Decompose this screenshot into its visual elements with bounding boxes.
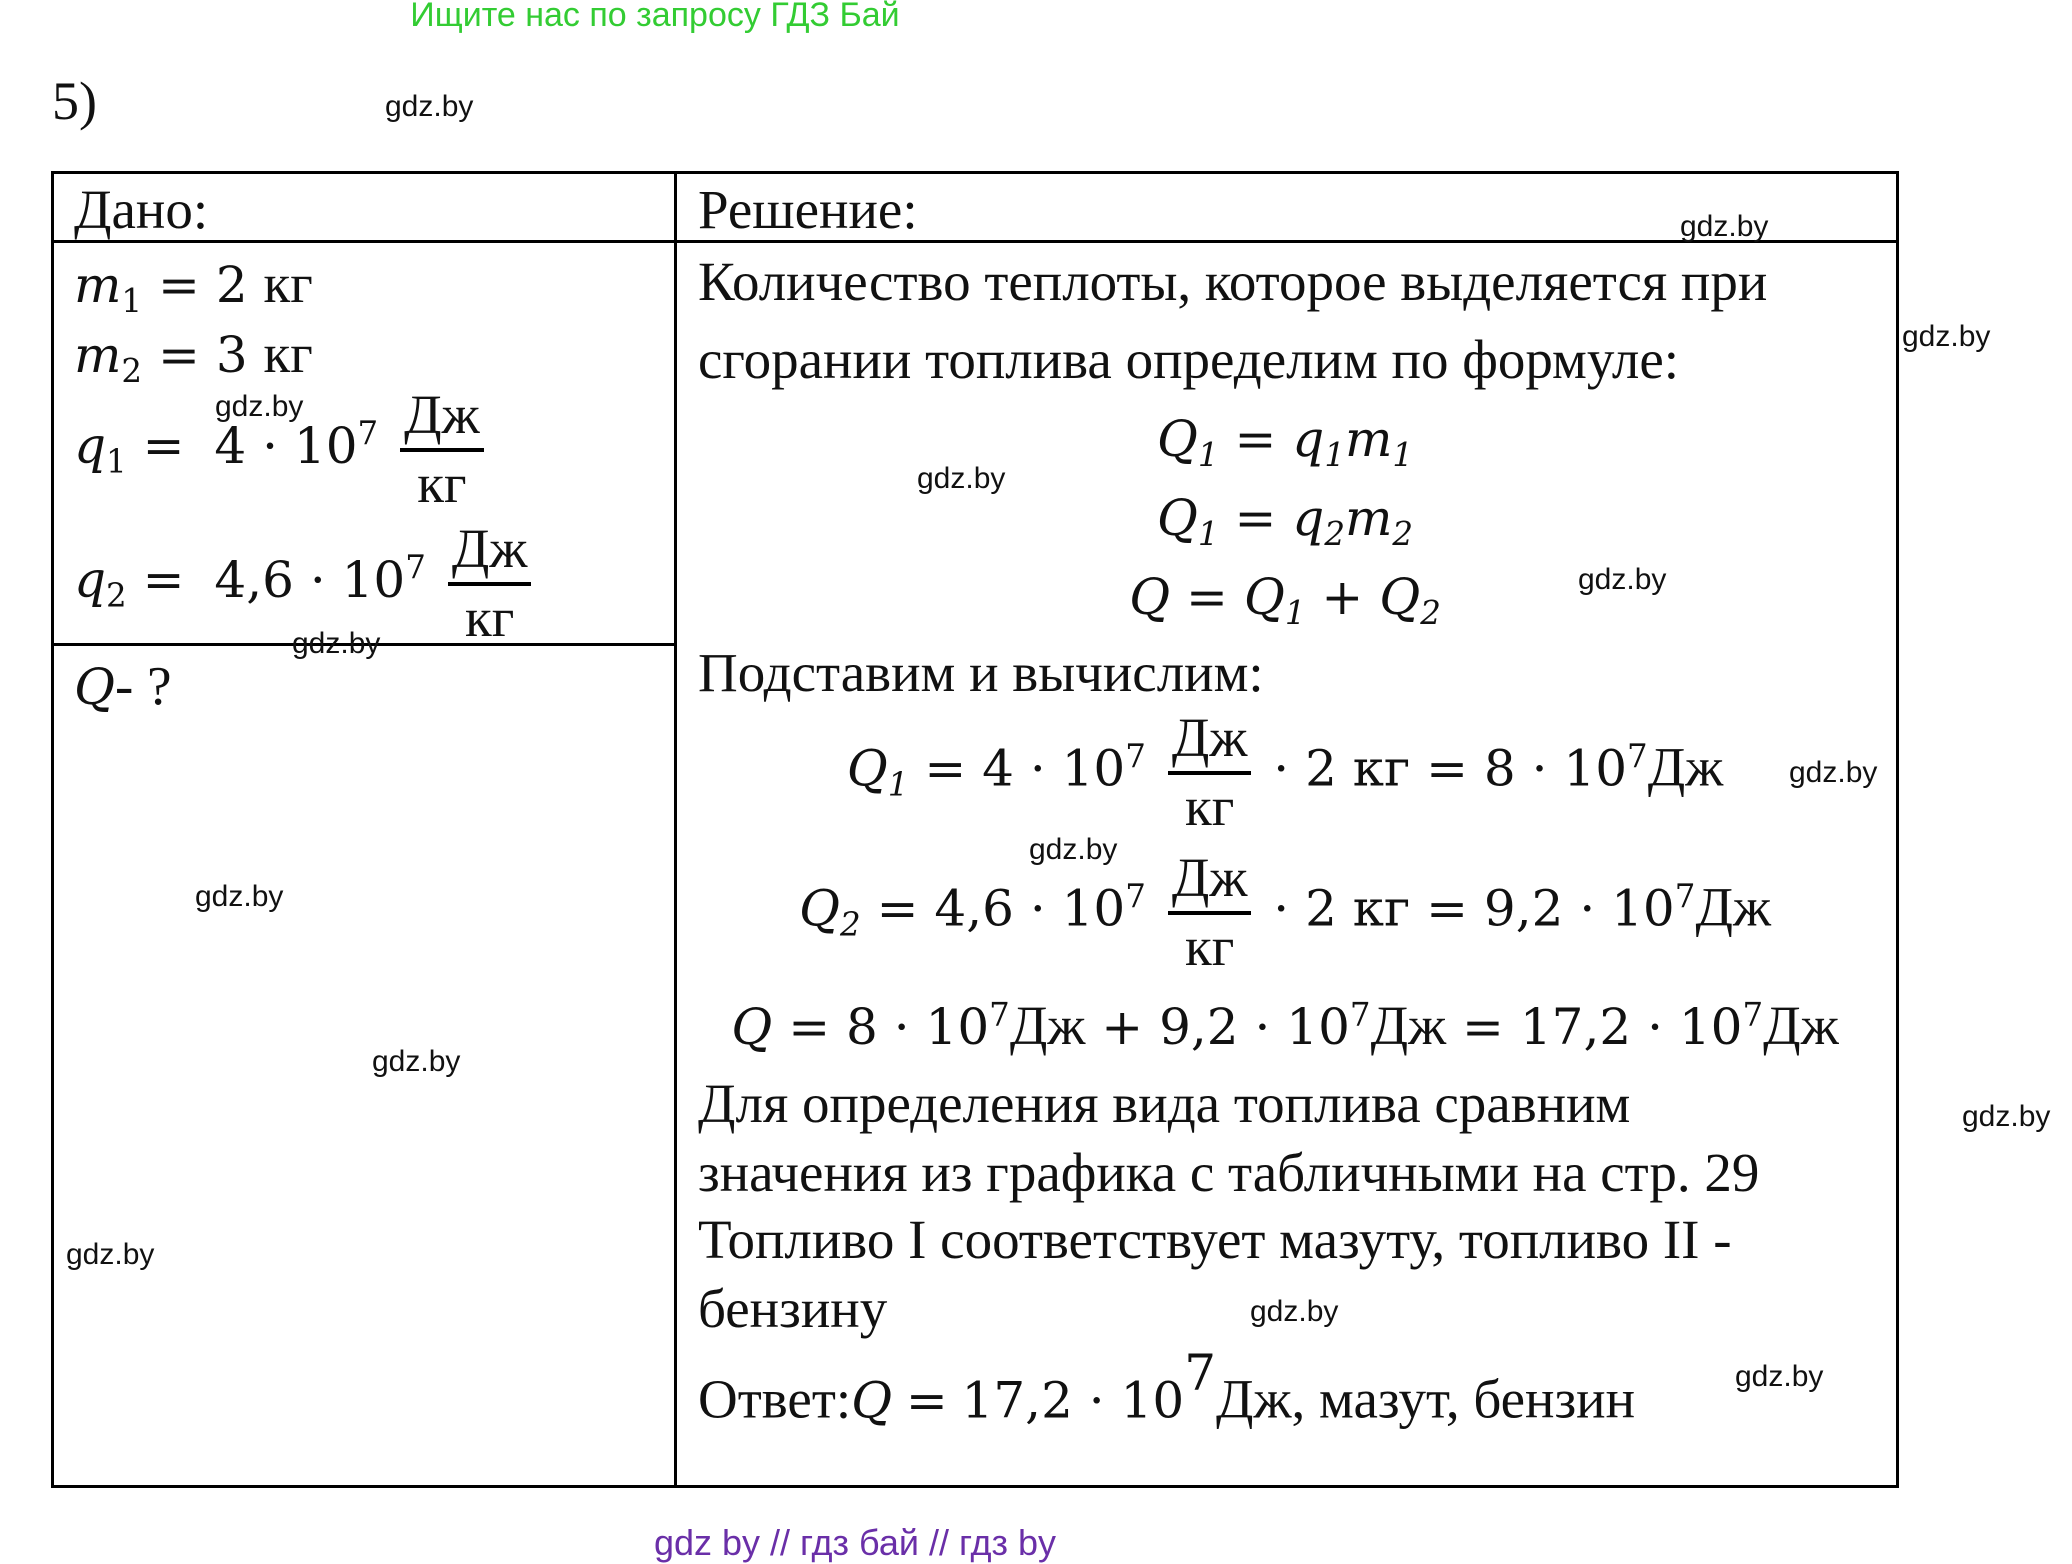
c1-lhs: Q	[846, 739, 888, 798]
f1-lhs: Q	[1156, 410, 1198, 468]
q1-var: q	[74, 416, 107, 475]
q1-unit-den: кг	[417, 452, 467, 514]
solution-intro-line1: Количество теплоты, которое выделяется при	[698, 251, 1768, 312]
problem-number: 5)	[52, 71, 97, 131]
c2-exp: 7	[1125, 877, 1146, 916]
c1-unit-den: кг	[1184, 775, 1235, 837]
c1-res-exp: 7	[1627, 737, 1648, 776]
f1-a-sub: 1	[1324, 435, 1345, 474]
f2-b: m	[1345, 489, 1393, 547]
m1-unit: кг	[263, 253, 313, 314]
m1-eq: =	[158, 256, 200, 314]
f2-b-sub: 2	[1392, 514, 1414, 553]
c3-op: +	[1101, 998, 1144, 1056]
q2-unit-num: Дж	[448, 519, 532, 586]
table-header-divider	[51, 240, 1899, 243]
f3-a-sub: 1	[1284, 593, 1306, 632]
c1-mul: · 2 кг =	[1273, 739, 1469, 798]
watermark: gdz.by	[385, 90, 474, 123]
footer-links: gdz by // гдз бай // гдз by	[653, 1522, 1057, 1563]
given-title: Дано:	[74, 179, 209, 240]
c2-res-coef: 9,2 · 10	[1483, 879, 1675, 938]
f2-eq: =	[1234, 489, 1277, 547]
table-border-left	[51, 171, 54, 1488]
answer-coef: 17,2 · 10	[961, 1371, 1185, 1430]
solution-title: Решение:	[698, 179, 918, 240]
c3-b-coef: 9,2 · 10	[1159, 998, 1350, 1056]
f1-b-sub: 1	[1392, 435, 1414, 474]
q1-exp: 7	[357, 414, 379, 453]
watermark: gdz.by	[1789, 756, 1878, 789]
c1-res-coef: 8 · 10	[1483, 739, 1628, 798]
search-hint: Ищите нас по запросу ГДЗ Бай	[410, 0, 900, 34]
c1-unit-num: Дж	[1168, 708, 1252, 775]
c2-unit	[1168, 848, 1252, 977]
q1-unit	[400, 385, 484, 514]
c2-res-exp: 7	[1674, 877, 1696, 916]
answer-eq: =	[905, 1371, 948, 1430]
watermark: gdz.by	[917, 462, 1006, 495]
c2-res-unit: Дж	[1695, 876, 1771, 938]
watermark: gdz.by	[1250, 1295, 1339, 1328]
q2-exp: 7	[405, 548, 426, 587]
c3-a-coef: 8 · 10	[846, 998, 990, 1056]
table-border-bottom	[51, 1485, 1899, 1488]
substitute-text: Подставим и вычислим:	[698, 642, 1264, 703]
watermark: gdz.by	[292, 627, 381, 660]
q1-eq: =	[142, 416, 185, 475]
c3-lhs: Q	[731, 998, 773, 1056]
f1-a: q	[1292, 410, 1325, 468]
formula-q-total	[675, 568, 1895, 632]
c2-eq: =	[876, 879, 919, 938]
q2-sub: 2	[106, 576, 127, 615]
f2-a: q	[1292, 489, 1325, 547]
c3-a-exp: 7	[989, 996, 1010, 1035]
c3-a-unit: Дж	[1009, 995, 1086, 1056]
calc-q-total	[675, 995, 1895, 1056]
c3-eq: =	[788, 998, 831, 1056]
answer-unit: Дж	[1216, 1368, 1292, 1430]
formula-q2	[675, 489, 1895, 553]
answer-label: Ответ:	[698, 1368, 852, 1430]
watermark: gdz.by	[1029, 833, 1118, 866]
c3-res-coef: 17,2 · 10	[1519, 998, 1743, 1056]
find-var: Q	[74, 658, 115, 716]
f2-a-sub: 2	[1324, 514, 1345, 553]
watermark: gdz.by	[1680, 210, 1769, 243]
f1-b: m	[1345, 410, 1393, 468]
watermark: gdz.by	[66, 1238, 155, 1271]
answer-var: Q	[851, 1371, 893, 1430]
c1-coef: 4 · 10	[982, 739, 1126, 798]
watermark: gdz.by	[372, 1045, 461, 1078]
c2-unit-den: кг	[1184, 915, 1235, 977]
answer-exp: 7	[1184, 1344, 1216, 1402]
c3-b-unit: Дж	[1370, 995, 1447, 1056]
f2-lhs: Q	[1156, 489, 1198, 547]
f3-a: Q	[1243, 568, 1285, 626]
q1-sub: 1	[106, 442, 127, 481]
watermark: gdz.by	[1578, 563, 1667, 596]
q2-eq: =	[142, 550, 185, 609]
m2-var: m	[74, 326, 122, 384]
c2-unit-num: Дж	[1168, 848, 1252, 915]
c3-b-exp: 7	[1349, 996, 1371, 1035]
c2-lhs-sub: 2	[840, 905, 861, 944]
c2-lhs: Q	[799, 879, 841, 938]
q2-var: q	[74, 550, 107, 609]
watermark: gdz.by	[1962, 1100, 2051, 1133]
f3-op: +	[1321, 568, 1364, 626]
m2-value: 3	[215, 326, 248, 384]
m2-unit: кг	[263, 323, 313, 384]
f3-b: Q	[1379, 568, 1421, 626]
find-suffix: - ?	[115, 655, 172, 716]
fuel-line1: Топливо I соответствует мазуту, топливо II -	[698, 1209, 1732, 1270]
watermark: gdz.by	[1735, 1360, 1824, 1393]
compare-line1: Для определения вида топлива сравним	[698, 1073, 1631, 1134]
f3-lhs: Q	[1129, 568, 1171, 626]
q2-coef: 4,6 · 10	[214, 550, 406, 609]
find-quantity	[74, 655, 172, 716]
c1-unit	[1168, 708, 1252, 837]
m2-sub: 2	[121, 351, 143, 390]
calc-q1	[675, 708, 1895, 837]
f1-lhs-sub: 1	[1197, 435, 1219, 474]
fuel-line2: бензину	[698, 1278, 888, 1339]
f3-eq: =	[1186, 568, 1228, 626]
q1-unit-num: Дж	[400, 385, 484, 452]
c2-coef: 4,6 · 10	[934, 879, 1126, 938]
solution-intro-line2: сгорании топлива определим по формуле:	[698, 329, 1680, 390]
m1-sub: 1	[121, 281, 143, 320]
watermark: gdz.by	[1902, 320, 1991, 353]
c1-eq: =	[924, 739, 967, 798]
c1-res-unit: Дж	[1647, 736, 1724, 798]
q2-unit	[448, 519, 532, 648]
answer-line	[698, 1344, 1636, 1430]
watermark: gdz.by	[195, 880, 284, 913]
m1-var: m	[74, 256, 122, 314]
formula-q1	[675, 410, 1895, 474]
c1-exp: 7	[1125, 737, 1146, 776]
given-m2	[74, 323, 313, 390]
watermark: gdz.by	[215, 390, 304, 423]
c3-eq2: =	[1462, 998, 1504, 1056]
table-border-right	[1896, 171, 1899, 1488]
q2-unit-den: кг	[464, 586, 515, 648]
f1-eq: =	[1234, 410, 1277, 468]
table-border-top	[51, 171, 1899, 174]
f3-b-sub: 2	[1420, 593, 1441, 632]
c3-res-exp: 7	[1742, 996, 1764, 1035]
m1-value: 2	[215, 256, 248, 314]
c2-mul: · 2 кг =	[1273, 879, 1469, 938]
answer-tail: , мазут, бензин	[1291, 1368, 1636, 1430]
m2-eq: =	[158, 326, 200, 384]
f2-lhs-sub: 1	[1197, 514, 1219, 553]
q1-coef: 4 · 10	[214, 416, 358, 475]
compare-line2: значения из графика с табличными на стр. 29	[698, 1142, 1760, 1203]
c3-res-unit: Дж	[1763, 995, 1839, 1056]
c1-lhs-sub: 1	[887, 765, 909, 804]
given-m1	[74, 253, 313, 320]
calc-q2	[675, 848, 1895, 977]
